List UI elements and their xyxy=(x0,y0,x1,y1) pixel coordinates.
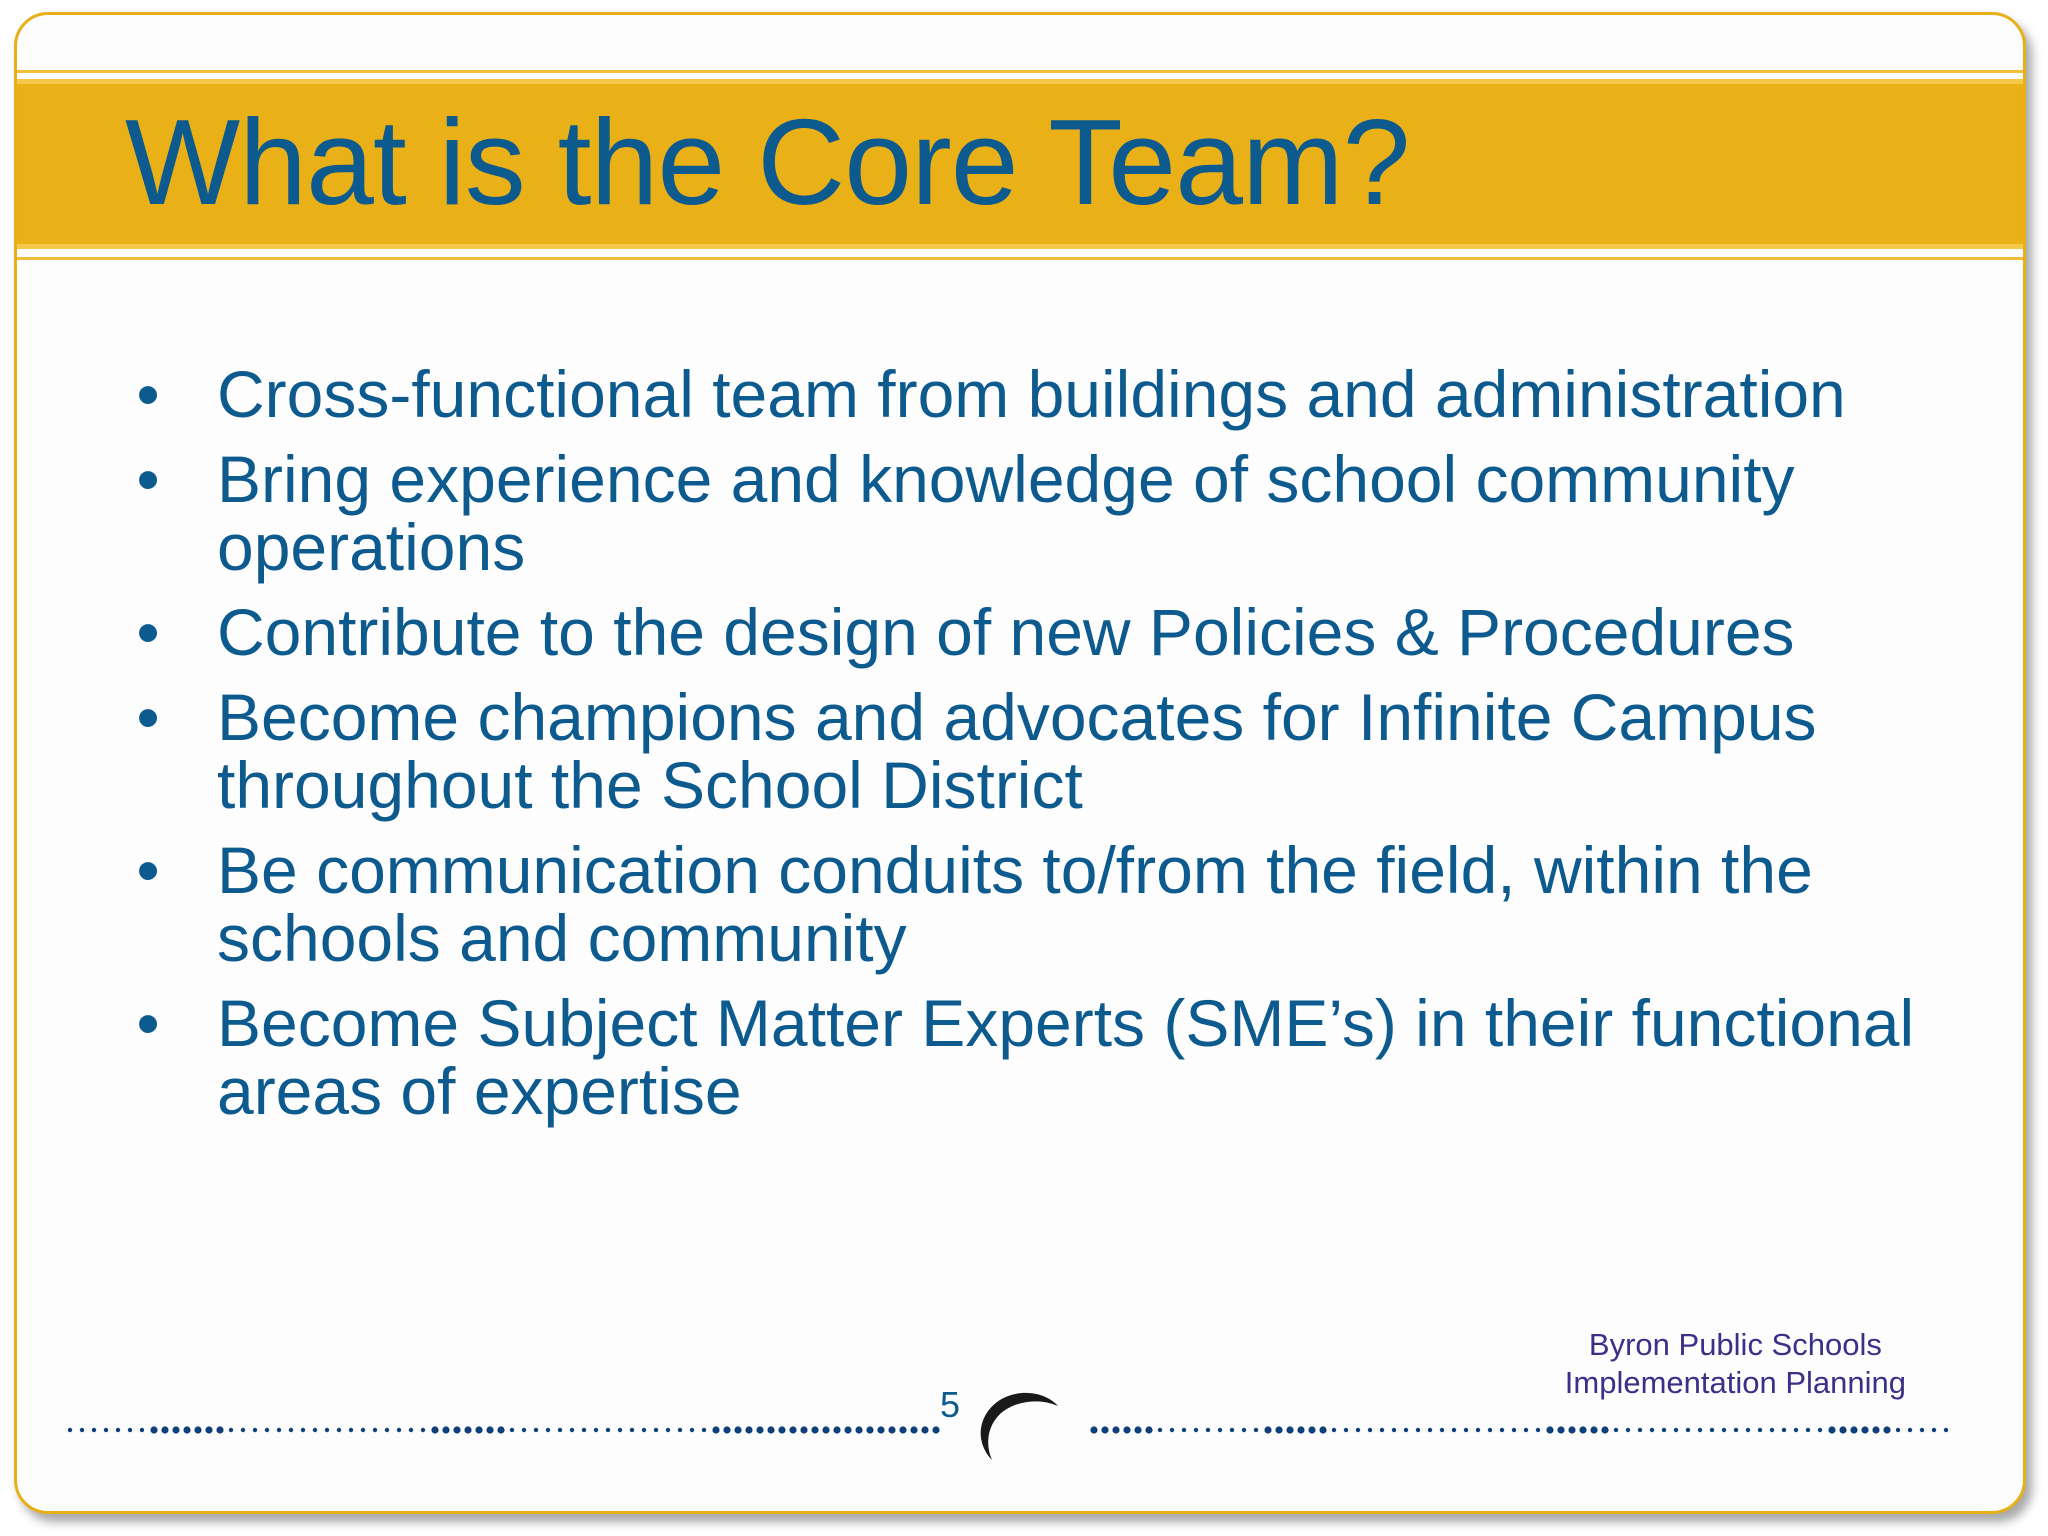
footer-dot xyxy=(822,1426,829,1433)
footer-dot xyxy=(216,1426,223,1433)
footer-dot xyxy=(161,1426,168,1433)
bullet-text: Cross-functional team from buildings and administration xyxy=(217,357,1846,431)
footer-dot xyxy=(1101,1426,1108,1433)
footer-dot xyxy=(570,1428,574,1432)
footer-dot xyxy=(734,1426,741,1433)
footer-dot xyxy=(486,1426,493,1433)
footer-dot xyxy=(833,1426,840,1433)
footer-dot xyxy=(1392,1428,1396,1432)
footer-dot xyxy=(361,1428,365,1432)
footer-dot xyxy=(1557,1426,1564,1433)
footer-dot xyxy=(289,1428,293,1432)
footer-dot xyxy=(642,1428,646,1432)
footer-dot xyxy=(337,1428,341,1432)
footer-dot xyxy=(431,1426,438,1433)
footer-dot xyxy=(1883,1426,1890,1433)
footer-dot xyxy=(442,1426,449,1433)
footer-org-subtitle: Implementation Planning xyxy=(1564,1365,1906,1400)
footer-dot xyxy=(546,1428,550,1432)
footer-organization xyxy=(1565,1326,1906,1402)
footer-dot xyxy=(253,1428,257,1432)
bullet-icon: • xyxy=(136,595,160,669)
footer-dot xyxy=(1090,1426,1097,1433)
footer-dot xyxy=(172,1426,179,1433)
footer-dot xyxy=(1546,1426,1553,1433)
footer-dot xyxy=(1601,1426,1608,1433)
footer-dot xyxy=(1794,1428,1798,1432)
footer-dot xyxy=(1710,1428,1714,1432)
footer-dot xyxy=(522,1428,526,1432)
footer-dot xyxy=(767,1426,774,1433)
footer-dot xyxy=(116,1428,120,1432)
footer-dot xyxy=(1638,1428,1642,1432)
footer-dot xyxy=(464,1426,471,1433)
footer-dot xyxy=(690,1428,694,1432)
footer-dot xyxy=(1356,1428,1360,1432)
footer-dot xyxy=(409,1428,413,1432)
footer-dot xyxy=(194,1426,201,1433)
bullet-icon: • xyxy=(136,833,160,907)
footer-dot xyxy=(1158,1428,1162,1432)
bullet-item xyxy=(128,357,1988,431)
footer-dot xyxy=(800,1426,807,1433)
footer-dot xyxy=(910,1426,917,1433)
footer-dot xyxy=(183,1426,190,1433)
footer-dot xyxy=(1452,1428,1456,1432)
footer-dot xyxy=(475,1426,482,1433)
footer-dot xyxy=(1908,1428,1912,1432)
footer-dot xyxy=(630,1428,634,1432)
footer-dot xyxy=(1614,1428,1618,1432)
footer-dot xyxy=(1932,1428,1936,1432)
footer-dot xyxy=(1698,1428,1702,1432)
footer-dot xyxy=(1319,1426,1326,1433)
footer-dot xyxy=(1524,1428,1528,1432)
bullet-item xyxy=(128,833,1988,975)
footer-dot xyxy=(453,1426,460,1433)
footer-dot xyxy=(1734,1428,1738,1432)
bullet-icon: • xyxy=(136,442,160,516)
footer-dot xyxy=(277,1428,281,1432)
footer-dot xyxy=(654,1428,658,1432)
footer-dot xyxy=(229,1428,233,1432)
bullet-list xyxy=(128,357,1988,1142)
footer-dot xyxy=(1818,1428,1822,1432)
footer-dot xyxy=(855,1426,862,1433)
footer-dot xyxy=(128,1428,132,1432)
footer-dot xyxy=(301,1428,305,1432)
footer-dot xyxy=(1194,1428,1198,1432)
footer-dot xyxy=(1861,1426,1868,1433)
footer-dot xyxy=(1440,1428,1444,1432)
footer-dot xyxy=(1770,1428,1774,1432)
bullet-icon: • xyxy=(136,357,160,431)
footer-dot xyxy=(313,1428,317,1432)
footer-dot xyxy=(921,1426,928,1433)
footer-dot xyxy=(373,1428,377,1432)
footer-dot xyxy=(205,1426,212,1433)
footer-dot xyxy=(1650,1428,1654,1432)
footer-dot xyxy=(104,1428,108,1432)
footer-dot xyxy=(1275,1426,1282,1433)
footer-dot xyxy=(702,1428,706,1432)
footer-dot xyxy=(1536,1428,1540,1432)
footer-dot xyxy=(811,1426,818,1433)
footer-dot xyxy=(1254,1428,1258,1432)
footer-dot xyxy=(534,1428,538,1432)
footer-dot xyxy=(932,1426,939,1433)
page-number: 5 xyxy=(940,1384,961,1425)
footer-dot xyxy=(1896,1428,1900,1432)
footer-dot xyxy=(1134,1426,1141,1433)
footer-dot xyxy=(866,1426,873,1433)
footer-dot xyxy=(349,1428,353,1432)
footer-dot xyxy=(678,1428,682,1432)
footer-dot xyxy=(1242,1428,1246,1432)
footer-dot xyxy=(1230,1428,1234,1432)
footer-dot xyxy=(594,1428,598,1432)
footer-dot xyxy=(80,1428,84,1432)
footer-dot xyxy=(68,1428,72,1432)
footer-dot xyxy=(1112,1426,1119,1433)
footer-dot xyxy=(745,1426,752,1433)
footer-dot xyxy=(1674,1428,1678,1432)
footer-dot xyxy=(1872,1426,1879,1433)
footer-dot xyxy=(1944,1428,1948,1432)
bullet-text: Become Subject Matter Experts (SME’s) in their functional areas of expertise xyxy=(217,986,1915,1128)
footer-dot xyxy=(666,1428,670,1432)
footer-dot xyxy=(1806,1428,1810,1432)
footer-dot xyxy=(385,1428,389,1432)
footer-dot xyxy=(1746,1428,1750,1432)
footer-dot xyxy=(899,1426,906,1433)
footer-dot xyxy=(150,1426,157,1433)
footer-dot xyxy=(421,1428,425,1432)
footer-dot xyxy=(778,1426,785,1433)
footer-dot xyxy=(712,1426,719,1433)
footer-dot xyxy=(1782,1428,1786,1432)
footer-dot xyxy=(558,1428,562,1432)
footer-dot xyxy=(1828,1426,1835,1433)
footer-dot xyxy=(140,1428,144,1432)
footer-dot xyxy=(844,1426,851,1433)
footer-dot xyxy=(397,1428,401,1432)
footer-dot xyxy=(582,1428,586,1432)
footer-dot xyxy=(1662,1428,1666,1432)
bullet-icon: • xyxy=(136,680,160,754)
footer-dot xyxy=(1170,1428,1174,1432)
footer-dot xyxy=(1488,1428,1492,1432)
footer-dot xyxy=(1568,1426,1575,1433)
footer-dot xyxy=(1920,1428,1924,1432)
footer-dot xyxy=(241,1428,245,1432)
footer-dot xyxy=(1476,1428,1480,1432)
footer-dot xyxy=(325,1428,329,1432)
footer-dot xyxy=(1297,1426,1304,1433)
footer-dot xyxy=(1686,1428,1690,1432)
bullet-icon: • xyxy=(136,986,160,1060)
footer-dot xyxy=(1332,1428,1336,1432)
footer-dot xyxy=(1286,1426,1293,1433)
footer-dot xyxy=(1368,1428,1372,1432)
footer-dot xyxy=(1512,1428,1516,1432)
footer-dot xyxy=(1264,1426,1271,1433)
slide-title: What is the Core Team? xyxy=(125,94,1410,230)
footer-dot xyxy=(510,1428,514,1432)
footer-dot xyxy=(1123,1426,1130,1433)
bullet-item xyxy=(128,442,1988,584)
swoosh-logo-icon xyxy=(970,1384,1070,1464)
bullet-item xyxy=(128,986,1988,1128)
footer-dotted-rule-right xyxy=(1090,1420,1960,1440)
footer-dot xyxy=(1416,1428,1420,1432)
bullet-text: Contribute to the design of new Policies & Procedures xyxy=(217,595,1795,669)
bullet-item xyxy=(128,680,1988,822)
bullet-text: Bring experience and knowledge of school community operations xyxy=(217,442,1795,584)
footer-dot xyxy=(92,1428,96,1432)
footer-dot xyxy=(1428,1428,1432,1432)
footer-dot xyxy=(723,1426,730,1433)
footer-dot xyxy=(1722,1428,1726,1432)
footer-org-name: Byron Public Schools xyxy=(1588,1327,1882,1362)
footer-dot xyxy=(1344,1428,1348,1432)
footer-dot xyxy=(1145,1426,1152,1433)
footer-dot xyxy=(1404,1428,1408,1432)
footer-dot xyxy=(497,1426,504,1433)
footer-dot xyxy=(1626,1428,1630,1432)
footer-dot xyxy=(1839,1426,1846,1433)
footer-dot xyxy=(1464,1428,1468,1432)
footer-dot xyxy=(1308,1426,1315,1433)
footer-dot xyxy=(888,1426,895,1433)
footer-dot xyxy=(1182,1428,1186,1432)
footer-dot xyxy=(877,1426,884,1433)
footer-dot xyxy=(756,1426,763,1433)
footer-dot xyxy=(1579,1426,1586,1433)
footer-dot xyxy=(789,1426,796,1433)
footer-dot xyxy=(1380,1428,1384,1432)
footer-dot xyxy=(618,1428,622,1432)
footer-dotted-rule-left xyxy=(66,1420,946,1440)
footer-dot xyxy=(265,1428,269,1432)
bullet-item xyxy=(128,595,1988,669)
footer-dot xyxy=(606,1428,610,1432)
footer-dot xyxy=(1850,1426,1857,1433)
bullet-text: Become champions and advocates for Infinite Campus throughout the School District xyxy=(217,680,1817,822)
footer-dot xyxy=(1500,1428,1504,1432)
footer-dot xyxy=(1758,1428,1762,1432)
footer-dot xyxy=(1590,1426,1597,1433)
footer-dot xyxy=(1206,1428,1210,1432)
bullet-text: Be communication conduits to/from the field, within the schools and community xyxy=(217,833,1813,975)
footer-dot xyxy=(1218,1428,1222,1432)
